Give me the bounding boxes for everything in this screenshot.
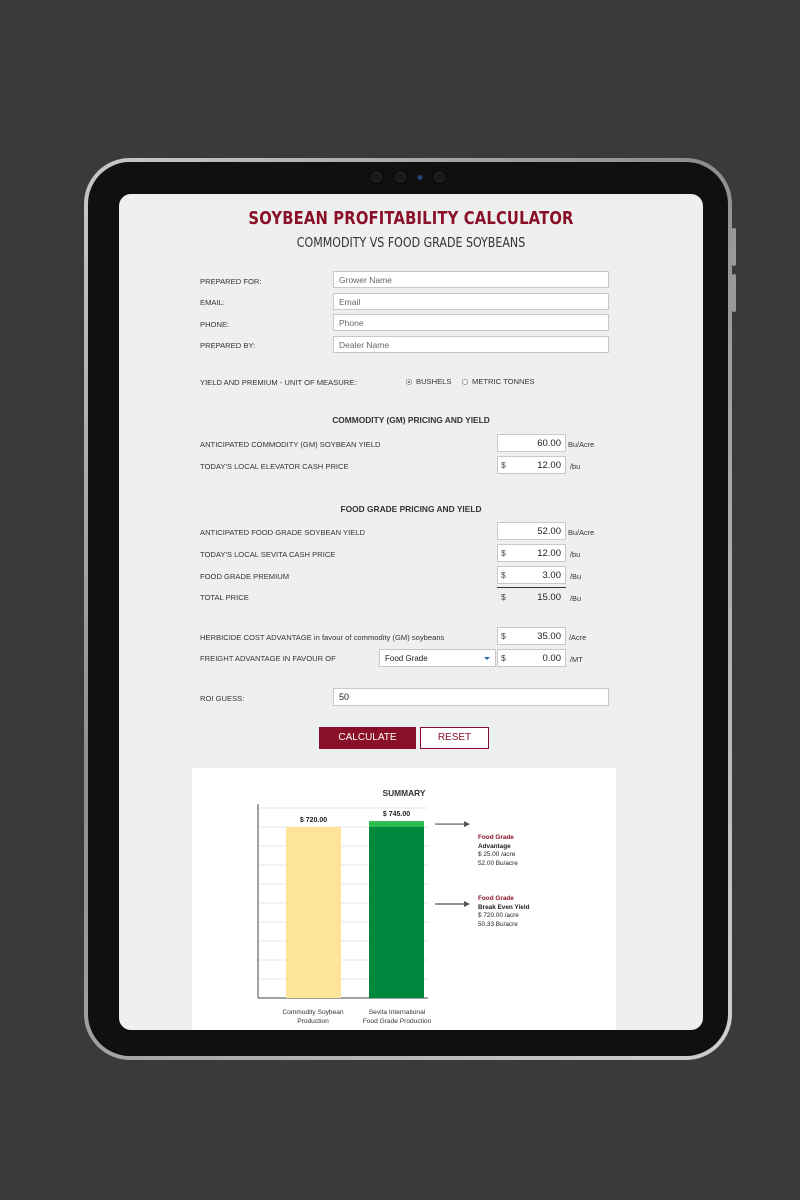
- page-subtitle: COMMODITY VS FOOD GRADE SOYBEANS: [296, 236, 526, 251]
- phone-label: PHONE:: [200, 320, 230, 329]
- currency-symbol: $: [501, 570, 506, 580]
- herbicide-advantage-input[interactable]: [497, 627, 566, 645]
- tablet-frame: [84, 158, 732, 1060]
- sensor-icon: [370, 170, 384, 184]
- food-grade-category-line: Food Grade Production: [362, 1018, 432, 1025]
- freight-advantage-value: 0.00: [542, 653, 561, 664]
- freight-advantage-input[interactable]: [497, 649, 566, 667]
- food-grade-bar-value-label: $ 745.00: [382, 811, 411, 819]
- volume-down-button: [732, 274, 736, 312]
- total-price-unit: /Bu: [570, 594, 582, 603]
- food-grade-category-label: [352, 1008, 442, 1026]
- freight-favour-selected: Food Grade: [385, 654, 428, 663]
- premium-label: FOOD GRADE PREMIUM: [200, 572, 290, 581]
- calculate-button[interactable]: CALCULATE: [319, 727, 416, 749]
- annotation-line: 50.33 Bu/acre: [478, 920, 518, 928]
- commodity-yield-label: ANTICIPATED COMMODITY (GM) SOYBEAN YIELD: [200, 440, 381, 449]
- prepared-for-label: PREPARED FOR:: [200, 277, 262, 286]
- advantage-arrow-head: [464, 821, 470, 827]
- annotation-title: Food Grade: [478, 895, 514, 902]
- tablet-bezel: [88, 162, 728, 1056]
- elevator-price-unit: /bu: [570, 462, 581, 471]
- elevator-price-label: TODAY'S LOCAL ELEVATOR CASH PRICE: [200, 462, 349, 471]
- page-title: SOYBEAN PROFITABILITY CALCULATOR: [248, 208, 574, 229]
- annotation-subtitle: Break Even Yield: [478, 903, 530, 911]
- total-price-value: 15.00: [537, 592, 561, 603]
- food-grade-category-line: Sevita International: [368, 1009, 426, 1016]
- elevator-price-input[interactable]: [497, 456, 566, 474]
- email-label: EMAIL:: [200, 298, 225, 307]
- annotation-line: 52.00 Bu/acre: [478, 859, 518, 867]
- currency-symbol: $: [501, 460, 506, 470]
- currency-symbol: $: [501, 631, 506, 641]
- total-price-output: [497, 588, 566, 606]
- commodity-category-line: Commodity Soybean: [282, 1009, 344, 1016]
- app-screen: [119, 194, 703, 1030]
- food-grade-yield-label: ANTICIPATED FOOD GRADE SOYBEAN YIELD: [200, 528, 365, 537]
- radio-bushels[interactable]: [406, 377, 451, 386]
- email-field[interactable]: Email: [333, 293, 609, 310]
- elevator-price-value: 12.00: [537, 460, 561, 471]
- volume-up-button: [732, 228, 736, 266]
- reset-button[interactable]: RESET: [420, 727, 489, 749]
- unit-of-measure-label: YIELD AND PREMIUM - UNIT OF MEASURE:: [200, 378, 357, 387]
- camera-lens-icon: [418, 175, 423, 180]
- freight-advantage-label: FREIGHT ADVANTAGE IN FAVOUR OF: [200, 654, 336, 663]
- roi-guess-input[interactable]: 50: [333, 688, 609, 706]
- commodity-bar-value-label: $ 720.00: [299, 817, 328, 824]
- freight-favour-select[interactable]: [379, 649, 496, 667]
- commodity-bar: [286, 827, 341, 998]
- break-even-arrow-head: [464, 901, 470, 907]
- radio-metric-tonnes-label: METRIC TONNES: [472, 377, 535, 386]
- commodity-yield-value: 60.00: [537, 438, 561, 449]
- sensor-icon: [394, 170, 408, 184]
- premium-unit: /Bu: [570, 572, 582, 581]
- roi-guess-label: ROI GUESS:: [200, 694, 245, 703]
- radio-unselected-icon: [462, 379, 468, 385]
- sevita-price-value: 12.00: [537, 548, 561, 559]
- food-grade-yield-unit: Bu/Acre: [568, 528, 595, 537]
- sevita-price-unit: /bu: [570, 550, 581, 559]
- advantage-annotation: [478, 834, 518, 868]
- food-grade-advantage-segment: [369, 821, 424, 827]
- premium-input[interactable]: [497, 566, 566, 584]
- freight-advantage-unit: /MT: [570, 655, 583, 664]
- grower-name-input[interactable]: Grower Name: [333, 271, 609, 288]
- herbicide-advantage-value: 35.00: [537, 631, 561, 642]
- food-grade-yield-input[interactable]: [497, 522, 566, 540]
- food-grade-section-heading: FOOD GRADE PRICING AND YIELD: [340, 504, 482, 514]
- commodity-section-heading: COMMODITY (GM) PRICING AND YIELD: [332, 415, 490, 425]
- dropdown-arrow-icon: [484, 657, 490, 660]
- sevita-price-label: TODAY'S LOCAL SEVITA CASH PRICE: [200, 550, 336, 559]
- radio-metric-tonnes[interactable]: [462, 377, 535, 386]
- annotation-subtitle: Advantage: [478, 842, 511, 850]
- phone-field[interactable]: Phone: [333, 314, 609, 331]
- herbicide-advantage-unit: /Acre: [569, 633, 587, 642]
- camera-array: [370, 170, 447, 184]
- dealer-name-input[interactable]: Dealer Name: [333, 336, 609, 353]
- annotation-line: $ 25.00 /acre: [478, 851, 516, 858]
- annotation-line: $ 720.00 /acre: [478, 912, 519, 919]
- commodity-yield-unit: Bu/Acre: [568, 440, 595, 449]
- sevita-price-input[interactable]: [497, 544, 566, 562]
- radio-selected-icon: [406, 379, 412, 385]
- currency-symbol: $: [501, 548, 506, 558]
- summary-chart: [192, 768, 616, 1030]
- currency-symbol: $: [501, 653, 506, 663]
- premium-value: 3.00: [542, 570, 561, 581]
- sensor-icon: [433, 170, 447, 184]
- food-grade-bar: [369, 827, 424, 998]
- prepared-by-label: PREPARED BY:: [200, 341, 256, 350]
- commodity-category-label: [272, 1008, 354, 1026]
- commodity-category-line: Production: [297, 1018, 329, 1025]
- summary-panel: [192, 768, 616, 1030]
- total-price-label: TOTAL PRICE: [200, 593, 249, 602]
- food-grade-yield-value: 52.00: [537, 526, 561, 537]
- annotation-title: Food Grade: [478, 834, 514, 841]
- commodity-yield-input[interactable]: [497, 434, 566, 452]
- herbicide-advantage-label: HERBICIDE COST ADVANTAGE in favour of commodity (GM) soybeans: [200, 633, 445, 642]
- break-even-annotation: [478, 895, 530, 929]
- currency-symbol: $: [501, 592, 506, 602]
- summary-title: SUMMARY: [382, 788, 426, 798]
- radio-bushels-label: BUSHELS: [416, 377, 452, 386]
